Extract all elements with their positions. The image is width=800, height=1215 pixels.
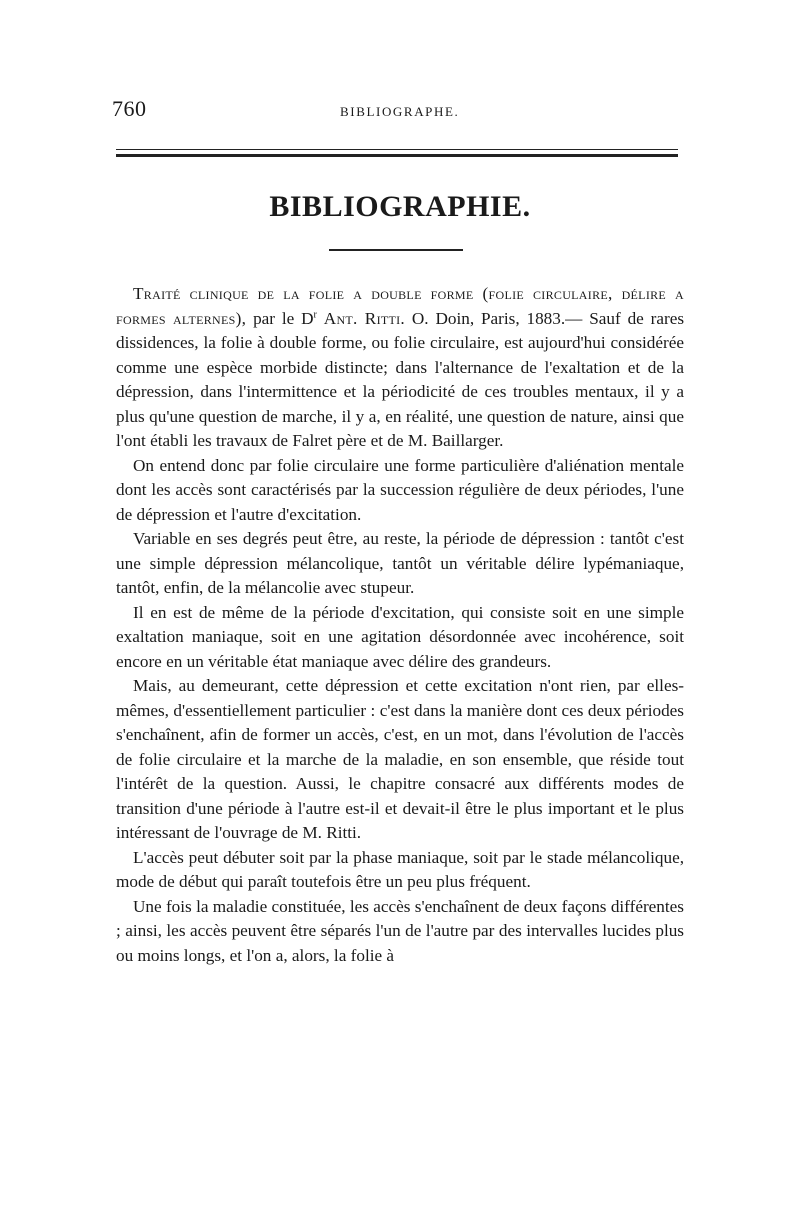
paragraph: Variable en ses degrés peut être, au reste, la période de dépression : tantôt c'est une simple dépression mélancolique, tantôt un véritable délire lypémaniaque, tantôt, enfin, de la mélancolie avec stupeur.: [116, 529, 684, 597]
paragraph: L'accès peut débuter soit par la phase maniaque, soit par le stade mélancolique, mode de début qui paraît toutefois être un peu plus fréquent.: [116, 847, 684, 891]
paragraph: Il en est de même de la période d'excitation, qui consiste soit en une simple exaltation maniaque, soit en une agitation désordonnée avec incohérence, soit encore en un véritable état maniaque avec délire des grandeurs.: [116, 602, 684, 671]
bibliographic-entry-paragraph: [116, 282, 684, 454]
header-double-rule: [116, 149, 678, 157]
body-text: [116, 282, 684, 968]
paragraph: On entend donc par folie circulaire une forme particulière d'aliénation mentale dont les accès sont caractérisés par la succession régulière de deux périodes, l'une de dépression et l'autre d'excitation.: [116, 455, 684, 524]
author-prefix: par le D: [253, 308, 314, 328]
author-prefix-superscript: r: [313, 308, 317, 320]
running-head: [112, 96, 680, 126]
author-name: Ant. Ritti.: [323, 308, 406, 328]
publisher: O. Doin, Paris, 1883.—: [411, 308, 583, 328]
page-number: 760: [112, 96, 147, 121]
entry-text: Sauf de rares dissidences, la folie à double forme, ou folie circulaire, est aujourd'hui considérée comme une espèce morbide distincte; dans l'alternance de l'exaltation et de la dépression, dans l'intermittence et la périodicité de ces troubles mentaux, il y a plus qu'une question de marche, il y a, en réalité, une question de nature, ainsi que l'ont établi les travaux de Falret père et de M. Baillarger.: [116, 308, 685, 450]
paragraph: Une fois la maladie constituée, les accès s'enchaînent de deux façons différentes ; ainsi, les accès peuvent être séparés l'un de l'autre par des intervalles lucides plus ou moins longs, et l'on a, alors, la folie à: [116, 896, 684, 965]
book-title: Traité clinique de la folie a double forme (folie circulaire, délire a formes alternes),: [116, 284, 684, 328]
paragraph: Mais, au demeurant, cette dépression et cette excitation n'ont rien, par elles-mêmes, d'essentiellement particulier : c'est dans la manière dont ces deux périodes s'enchaînent, afin de former un accès, c'est, en un mot, dans l'évolution de l'accès de folie circulaire et la marche de la maladie, en son ensemble, que réside tout l'intérêt de la question. Aussi, le chapitre consacré aux différents modes de transition d'une période à l'autre est-il et devait-il être le plus important et le plus intéressant de l'ouvrage de M. Ritti.: [116, 676, 684, 842]
running-title: BIBLIOGRAPHE.: [340, 104, 460, 119]
section-title: BIBLIOGRAPHIE.: [269, 190, 531, 223]
title-underline-rule: [329, 249, 463, 251]
